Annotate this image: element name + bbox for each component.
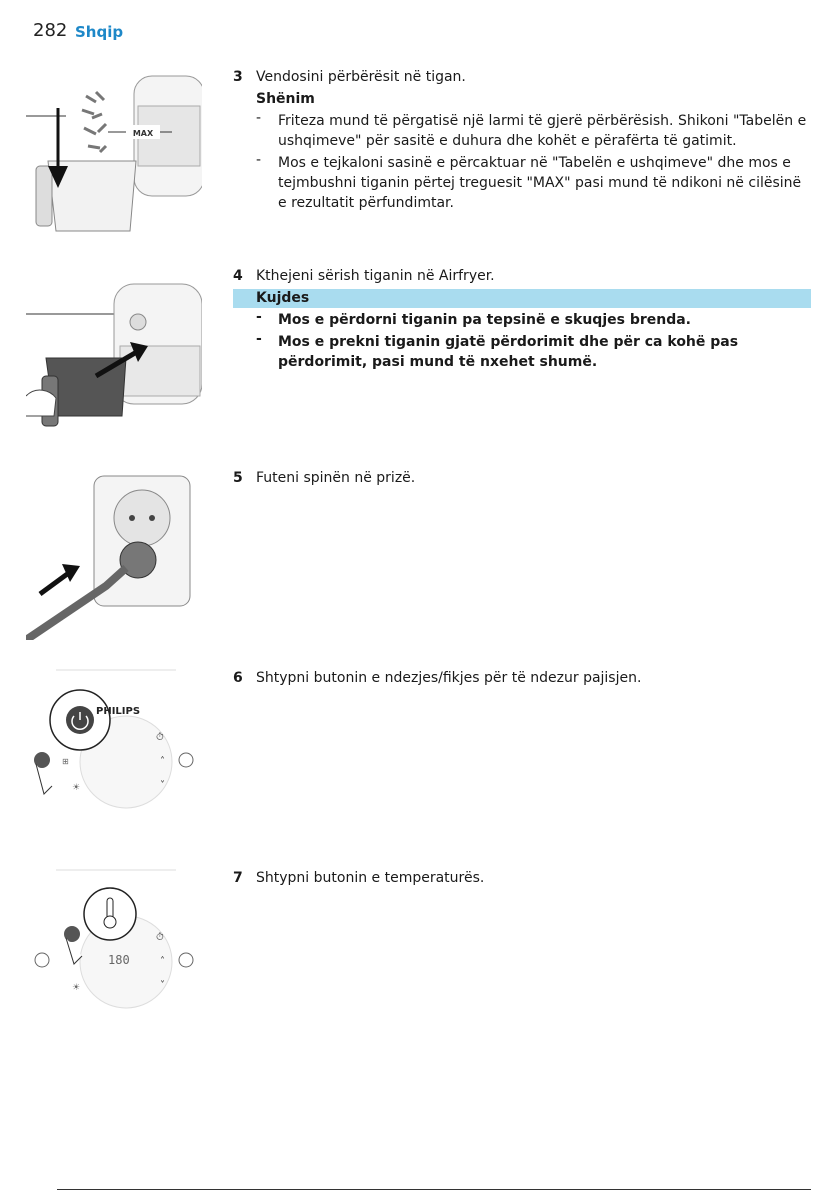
language-label: Shqip <box>75 23 124 41</box>
illustration-temperature-button <box>26 864 202 1014</box>
page-number: 282 <box>33 20 68 41</box>
svg-text:˅: ˅ <box>160 980 165 991</box>
step-text: Shtypni butonin e ndezjes/fikjes për të ndezur pajisjen. <box>256 670 642 686</box>
step-text: Futeni spinën në prizë. <box>256 470 416 486</box>
step-5 <box>233 468 811 488</box>
svg-text:˄: ˄ <box>160 956 165 967</box>
philips-logo: PHILIPS <box>96 706 141 717</box>
step-4 <box>233 266 811 374</box>
illustration-insert-pan <box>26 266 202 434</box>
illustration-power-button <box>26 664 202 814</box>
list-item: - Friteza mund të përgatisë një larmi të gjerë përbërësish. Shikoni "Tabelën e ushqimeve" për sasitë e duhura dhe kohët e përafërta të gatimit. <box>256 110 807 149</box>
step-text: Vendosini përbërësit në tigan. <box>256 69 466 85</box>
step-number: 3 <box>233 69 243 85</box>
step-text: Shtypni butonin e temperaturës. <box>256 870 485 886</box>
step-text: Kthejeni sërish tiganin në Airfryer. <box>256 268 495 284</box>
step-7 <box>233 868 811 888</box>
svg-text:⏱: ⏱ <box>156 732 164 743</box>
step-number: 4 <box>233 268 243 284</box>
illustration-plug-socket <box>26 468 202 640</box>
list-item: - Mos e prekni tiganin gjatë përdorimit dhe për ca kohë pas përdorimit, pasi mund të nxehet shumë. <box>256 331 739 370</box>
caution-title: Kujdes <box>233 289 811 308</box>
max-label: MAX <box>132 129 154 138</box>
step-number: 5 <box>233 470 243 486</box>
step-6 <box>233 668 811 688</box>
svg-text:⏱: ⏱ <box>156 932 164 943</box>
list-item: - Mos e përdorni tiganin pa tepsinë e skuqjes brenda. <box>256 309 691 328</box>
svg-text:⊞: ⊞ <box>62 757 69 766</box>
list-item: - Mos e tejkaloni sasinë e përcaktuar në "Tabelën e ushqimeve" dhe mos e tejmbushni tiganin përtej treguesit "MAX" pasi mund të ndikoni në cilësinë e rezultatit përfundimtar. <box>256 152 802 211</box>
svg-text:☀: ☀ <box>72 783 81 793</box>
step-number: 7 <box>233 870 243 886</box>
svg-text:˅: ˅ <box>160 780 165 791</box>
footer-divider <box>57 1189 811 1190</box>
step-3 <box>233 67 811 215</box>
note-title: Shënim <box>256 91 315 107</box>
svg-text:☀: ☀ <box>72 983 81 993</box>
display-temperature: 180 <box>108 953 130 967</box>
step-number: 6 <box>233 670 243 686</box>
svg-text:˄: ˄ <box>160 756 165 767</box>
illustration-fill-basket <box>26 66 202 238</box>
